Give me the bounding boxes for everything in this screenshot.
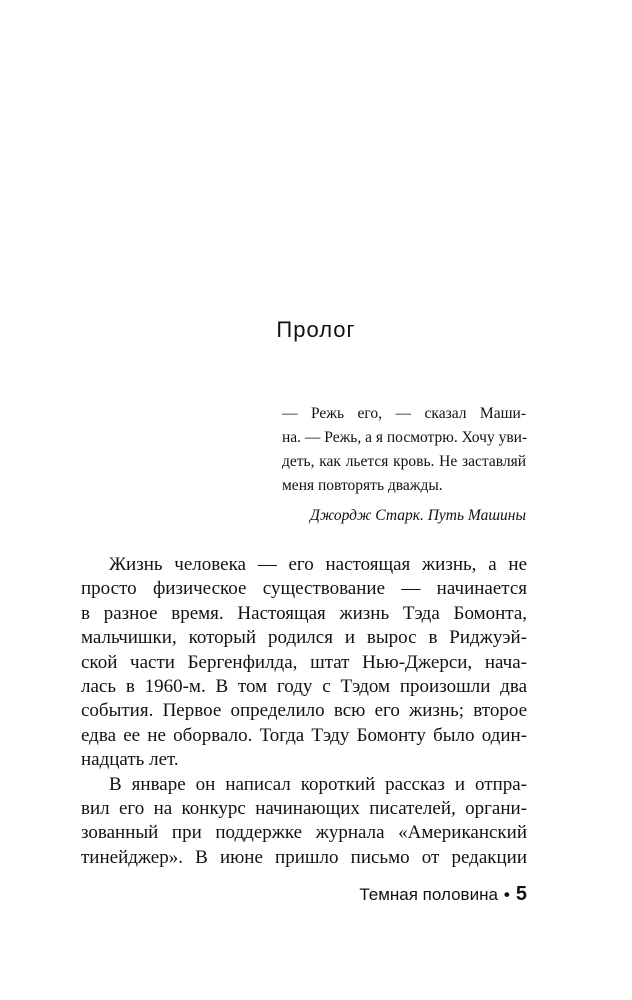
page-number: 5 <box>515 883 527 905</box>
paragraph-line: просто физическое существование — начинается <box>81 578 527 600</box>
running-footer <box>359 883 527 906</box>
paragraph-line: едва ее не оборвало. Тогда Тэду Бомонту было один- <box>81 724 527 746</box>
epigraph-line: — Режь его, — сказал Маши- <box>282 405 526 422</box>
paragraph-line: В январе он написал короткий рассказ и отпра- <box>109 773 527 795</box>
paragraph-line: Жизнь человека — его настоящая жизнь, а не <box>109 554 527 575</box>
body-text <box>81 553 527 870</box>
paragraph-line: зованный при поддержке журнала «Американский <box>81 822 527 844</box>
paragraph-line: вил его на конкурс начинающих писателей, органи- <box>81 798 527 820</box>
bullet-separator: • <box>503 885 510 904</box>
epigraph-line: на. — Режь, а я посмотрю. Хочу уви- <box>282 429 528 446</box>
paragraph-line: ской части Бергенфилда, штат Нью-Джерси, нача- <box>81 651 527 673</box>
paragraph-line: тинейджер». В июне пришло письмо от редакции <box>81 846 527 868</box>
chapter-title: Пролог <box>276 317 356 342</box>
book-title: Темная половина <box>359 885 498 904</box>
paragraph-line: надцать лет. <box>81 749 179 771</box>
paragraph-line: события. Первое определило всю его жизнь; второе <box>81 700 527 722</box>
paragraph-line: в разное время. Настоящая жизнь Тэда Бомонта, <box>81 602 527 624</box>
epigraph <box>282 402 526 528</box>
paragraph-line: мальчишки, который родился и вырос в Риджуэй- <box>81 627 527 649</box>
paragraph-line: лась в 1960-м. В том году с Тэдом произошли два <box>81 676 527 698</box>
epigraph-attribution: Джордж Старк. Путь Машины <box>309 507 526 524</box>
epigraph-line: меня повторять дважды. <box>282 477 443 494</box>
epigraph-line: деть, как льется кровь. Не заставляй <box>282 453 526 470</box>
